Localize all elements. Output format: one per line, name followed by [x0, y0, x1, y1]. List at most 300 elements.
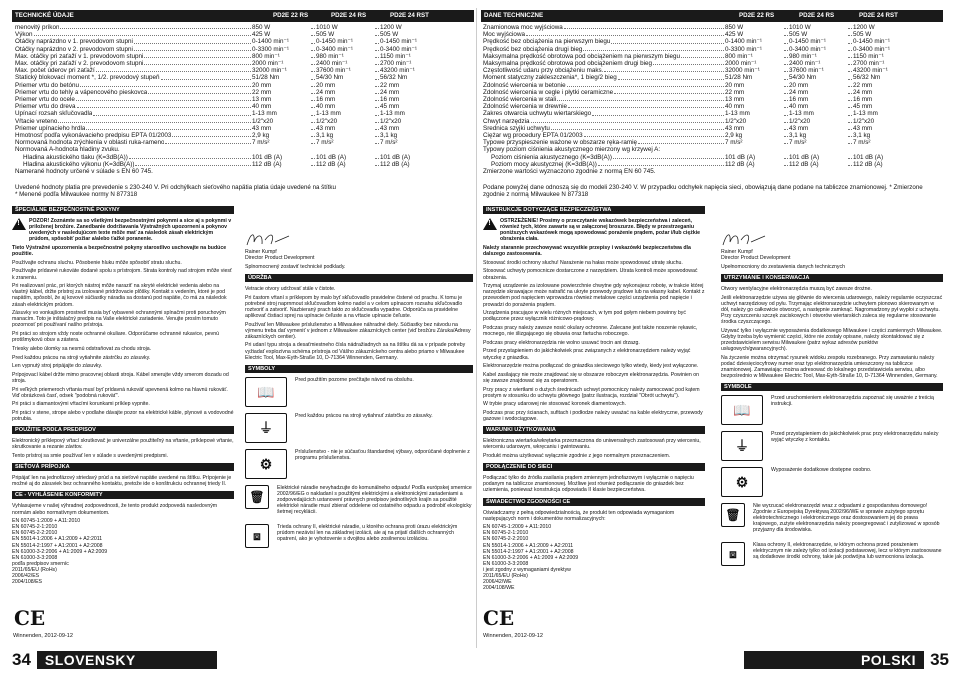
spec-value-2: 0-1450 min⁻¹ — [789, 38, 826, 46]
spec-value-2: 3,1 kg — [789, 132, 807, 140]
safety-p6: Triesky alebo úlomky sa nesmú odstraňovat za chodu stroja. — [12, 345, 152, 352]
spec-row — [15, 67, 430, 74]
warning-text: POZOR! Zoznámte sa so všetkými bezpečnostnými pokynmi a sice aj s pokynmi v priloženej brožúre. Zanedbanie dodržiavania Výstražných upozornení a pokynov uvedených v nasledujúcom texte môže mať za následok zásah elektrickým prúdom, spôsobiť požiar a/alebo ťažké poranenie. — [29, 218, 232, 243]
spec-value-2: 1010 W — [789, 24, 811, 31]
date: Winnenden, 2012-09-12 — [13, 633, 74, 639]
left-column-1 — [12, 202, 234, 585]
spec-label: Ciężar wg procedury EPTA 01/2003 — [483, 132, 583, 140]
spec-value-1: 800 min⁻¹ — [725, 52, 753, 60]
ce-mark: CE — [483, 606, 515, 630]
spec-row — [15, 161, 430, 168]
leader-dots — [681, 53, 724, 58]
accessory-icon: ⚙ — [245, 449, 287, 479]
spec-header-title: TECHNICKÉ ÚDAJE — [15, 12, 74, 19]
leader-dots — [134, 38, 251, 43]
leader-dots — [375, 161, 379, 166]
spec-header — [481, 10, 943, 22]
leader-dots — [144, 53, 251, 58]
spec-value-1: 13 mm — [252, 96, 272, 104]
spec-value-3: 24 mm — [853, 88, 873, 96]
symbol-accessory-text: Wyposażenie dodatkowe dostępne osobno. — [771, 466, 872, 473]
spec-label: Zdolność wiercenia w stali — [483, 96, 557, 104]
spec-value-3: 505 W — [380, 31, 399, 39]
spec-label: Upínací rozsah skľučovadla — [15, 110, 93, 118]
ce-standard-item: 2004/108/WE — [483, 585, 515, 592]
safety-p12: Pri práci v stene, strope alebo v podlahe dávajte pozor na elektrické káble, plynové a vodovodné potrubia. — [12, 410, 234, 423]
spec-label: Statický blokovací moment *, 1/2. prevodový stupeň — [15, 74, 160, 82]
leader-dots — [375, 31, 379, 36]
spec-value-3: 16 mm — [380, 96, 400, 104]
spec-label: Vŕtacie vreteno — [15, 117, 58, 125]
spec-value-2: 37600 min⁻¹ — [789, 67, 824, 75]
spec-value-3: 3,1 kg — [380, 132, 398, 140]
spec-value-1: 0-1400 min⁻¹ — [725, 38, 762, 46]
col1-header: PD2E 22 RS — [739, 12, 775, 19]
leader-dots — [557, 96, 724, 101]
leader-dots — [311, 74, 315, 79]
safety-p4: Zásuvky vo vonkajšom prostredí musia byť vybavené ochrannými spínačmi proti poruchovým manacím. Toto je inštalačný predpis na Vaše elektrické zariadenie. Venujte prosím tomuto pozornosť pri používaní našho prístroja. — [12, 310, 226, 329]
spec-value-2: 7 m/s² — [316, 139, 334, 147]
left-column-2 — [245, 228, 473, 554]
leader-dots — [618, 74, 724, 79]
spec-label: Max. počet úderov pri zaťaží — [15, 67, 95, 75]
spec-row — [15, 38, 430, 45]
leader-dots — [568, 103, 724, 108]
ce-standard-item: 2011/65/EU (RoHs) — [12, 566, 57, 573]
symbol-weee-text: Nie wyrzucać elektronarzędzi wraz z odpadami z gospodarstwa domowego! Zgodnie z Europejską Dyrektywą 2002/96/WE w sprawie zużytego sprzętu elektrotechnicznego i elektronicznego oraz dostosowaniem jej do prawa krajowego, zużyte elektronarzędzia należy posegregować i zutylizować w sposób przyjazny dla środowiska. — [753, 502, 940, 534]
leader-dots — [77, 103, 251, 108]
section-ce: ŚWIADECTWO ZGODNOŚCI CE — [483, 498, 705, 506]
leader-dots — [311, 139, 315, 144]
leader-dots — [311, 46, 315, 51]
spec-row — [483, 46, 903, 53]
spec-value-1: 32000 min⁻¹ — [252, 67, 287, 75]
spec-label: Otáčky naprázdno v 2. prevodovom stupni — [15, 45, 133, 53]
spec-label: Maksymalna prędkość obrotowa pod obciążeniem drugi bieg — [483, 60, 653, 68]
spec-row — [483, 139, 903, 146]
spec-label: Hmotnosť podľa vykonávacieho predpisu EPTA 01/2003 — [15, 132, 172, 140]
spec-value-3: 101 dB (A) — [853, 153, 884, 161]
leader-dots — [144, 60, 251, 65]
safety-p7: Przed przystąpieniem do jakichkolwiek prac związanych z elektronarzędziem należy wyjąć wtyczkę z gniazdka. — [483, 348, 691, 361]
leader-dots — [375, 118, 379, 123]
leader-dots — [584, 132, 724, 137]
ce-intro: Oświadczamy z pełną odpowiedzialnością, że produkt ten odpowiada wymaganiom następujących norm i dokumentów normalizacyjnych: — [483, 509, 675, 522]
spec-value-1: 850 W — [725, 24, 744, 31]
leader-dots — [76, 96, 251, 101]
page-number: 34 — [12, 650, 31, 669]
section-symbols: SYMBOLY — [245, 365, 473, 373]
symbol-weee-text: Elektrické náradie nevyhadzujte do komunálneho odpadu! Podľa európskej smernice 2002/96/EG o nakladaní s použitými elektrickými a elektronickými zariadeniami a zodpovedajúcich ustanovení právnych predpisov jednotlivých krajín sa použité elektrické náradie musí zbierať oddelene od ostatného odpadu a podrobiť ekologicky šetrnej recyklácii. — [277, 484, 472, 516]
spec-row — [483, 31, 903, 38]
safety-p7: Pred každou prácou na stroji vytiahnite zástrčku zo zásuvky. — [12, 354, 151, 361]
spec-label: Typowe przyspieszenie ważone w obszarze ręka-ramię — [483, 139, 637, 147]
ce-standard-item: EN 61000-3-2:2006 + A1:2009 + A2:2009 — [483, 554, 579, 561]
leader-dots — [848, 110, 852, 115]
leader-dots — [784, 82, 788, 87]
leader-dots — [34, 31, 251, 36]
leader-dots — [784, 67, 788, 72]
maint-p1: Vetracie otvory udržovať stále v čistote. — [245, 285, 336, 292]
leader-dots — [551, 125, 724, 130]
spec-value-1: 13 mm — [725, 96, 745, 104]
symbol-class2 — [245, 524, 473, 548]
use-p1: Elektronický príklepový vŕtací skrutkovač je univerzálne použiteľný na vŕtanie, príklepové vŕtanie, skrutkovanie a rezanie závitov. — [12, 438, 234, 451]
spec-value-3: 0-3400 min⁻¹ — [853, 45, 890, 53]
spec-row — [15, 24, 430, 31]
leader-dots — [93, 110, 251, 115]
spec-value-2: 0-3400 min⁻¹ — [316, 45, 353, 53]
maint-p2: Pri častom vŕtaní s príklepom by malo byť skľučovadlo pravidelne čistené od prachu. K tomu je potrebné stroj naprnmout skľučovadlom kolmo nadol a v celom upínacom rozsahu skľučovadlo roztvoriť a zatvoriť. Nazbieraný prach takto zo skľučovadla vypadne. Odporúča sa pravidelne aplikovať čistiaci sprej na upínacie čeľuste a na vŕtacie upínacie čeľuste. — [245, 294, 463, 319]
spec-label: menovitý príkon — [15, 24, 60, 31]
leader-dots — [784, 31, 788, 36]
safety-p2: Stosować uchwyty pomocnicze dostarczone z narzędziem. Utrata kontroli może spowodować obrażenia. — [483, 268, 698, 281]
leader-dots — [784, 132, 788, 137]
spec-value-1: 51/28 Nm — [725, 74, 753, 82]
safety-p10: Pri veľkých priemeroch vŕtania musí byť prídavná rukoväť upevnená kolmo na hlavnú rukoväť. Viď obrázková časť, odsek "podobná rukoväť". — [12, 386, 228, 399]
spec-value-1: 2,9 kg — [252, 132, 270, 140]
leader-dots — [135, 161, 251, 166]
leader-dots — [134, 46, 251, 51]
spec-value-2: 1/2"x20 — [316, 117, 338, 125]
safety-p1: Používajte ochranu sluchu. Pôsobenie hluku môže spôsobiť stratu sluchu. — [12, 259, 182, 266]
page-number: 35 — [930, 650, 949, 669]
maint-p2: Jeśli elektronarzędzie używa się głównie do wiercenia udarowego, należy regularnie oczyszczać uchwyt narzędziowy od pyłu. Trzymając elektronarzędzie uchwytem pionowo skierowanym w dół, należy go całkowicie otworzyć, a następnie zamknąć. Nagromadzony pył wypłoi z uchwytu. Przy czyszczeniu szczęk zaciskowych i otworów wiertarskich zaleca się regularne stosowanie środka czyszczącego. — [721, 294, 943, 325]
spec-value-1: 2000 min⁻¹ — [725, 60, 757, 68]
leader-dots — [311, 60, 315, 65]
section-mains: SIEŤOVÁ PRÍPOJKA — [12, 463, 234, 471]
date: Winnenden, 2012-09-12 — [483, 633, 544, 639]
ce-standard-item: EN 60745-2-1:2010 — [483, 530, 529, 537]
spec-value-1: 112 dB (A) — [725, 160, 755, 168]
ce-standards-list — [12, 518, 234, 585]
spec-label: Namerané hodnoty určené v súlade s EN 60 745. — [15, 168, 153, 176]
spec-row — [15, 46, 430, 53]
ce-standard-item: EN 61000-3-3:2008 — [12, 554, 58, 561]
leader-dots — [653, 60, 724, 65]
leader-dots — [848, 96, 852, 101]
ce-standards-list — [483, 524, 705, 591]
maint-p4: Na życzenie można otrzymać rysunek widoku zespołu rozebranego. Przy zamawianiu należy podać dziesięciocyfrowy numer oraz typ elektronarzędzia umieszczony na tabliczce znamionowej. Zamawiając można adresować do lokalnego przedstawiciela serwisu, albo bezpośrednio w Milwaukee Electric Tool, Max-Eyth-Straße 10, D-71364 Winnenden, Germany. — [721, 354, 938, 379]
spec-value-2: 1-13 mm — [316, 110, 341, 118]
spec-value-2: 2400 min⁻¹ — [789, 60, 821, 68]
leader-dots — [784, 110, 788, 115]
spec-label: Poziom mocy akustycznej (K=3dB(A)) — [491, 160, 597, 168]
voltage-note: Podane powyżej dane odnoszą się do modeli 230-240 V. W przypadku odchyłek napięcia sieci, obowiązują dane podane na tabliczce znamionowej. * Zmierzone zgodnie z normą Milwaukee N 877318 — [483, 184, 923, 199]
warning-box — [12, 218, 234, 245]
spec-value-3: 1150 min⁻¹ — [853, 52, 884, 60]
spec-value-3: 43 mm — [853, 124, 873, 132]
warning-triangle-icon — [483, 218, 497, 230]
leader-dots — [784, 60, 788, 65]
language-bar: SLOVENSKY — [37, 651, 217, 669]
spec-label: Otáčky naprázdno v 1. prevodovom stupni — [15, 38, 133, 46]
symbol-unplug — [721, 431, 943, 461]
ce-standard-item: EN 60745-1:2009 + A11:2010 — [483, 524, 552, 531]
ce-standard-item: i jest zgodny z wymaganiami dyrektyw — [483, 566, 571, 573]
safety-p11: W trybie pracy udarowej nie stosować koronek diamentowych. — [483, 401, 627, 408]
spec-value-3: 7 m/s² — [853, 139, 871, 147]
standard-note: * Menené podľa Milwaukee normy N 877318 — [15, 191, 138, 199]
spec-label: Prędkość bez obciążenia drugi bieg — [483, 45, 583, 53]
symbol-weee — [721, 503, 943, 536]
spec-value-2: 16 mm — [789, 96, 809, 104]
leader-dots — [375, 125, 379, 130]
leader-dots — [165, 139, 251, 144]
spec-value-2: 112 dB (A) — [316, 160, 346, 168]
section-safety: INSTRUKCJE DOTYCZĄCE BEZPIECZEŃSTWA — [483, 206, 705, 214]
symbol-class2-text: Klasa ochrony II, elektronarzędzie, w którym ochrona przed porażeniem elektrycznym nie zależy tylko od izolacji podstawowej, lecz w którym zastosowane są dodatkowe środki ochrony, takie jak podwójna lub wzmocniona izolacja. — [753, 542, 942, 561]
spec-row — [483, 132, 903, 139]
leader-dots — [311, 103, 315, 108]
spec-table — [15, 24, 430, 175]
safety-p9: Prípojovací kábel držte mimo pracovnej oblasti stroja. Kábel smerujte vždy smerom dozadu od stroja. — [12, 371, 229, 384]
leader-dots — [598, 161, 724, 166]
leader-dots — [848, 89, 852, 94]
warning-keep: Należy starannie przechowywać wszystkie przepisy i wskazówki bezpieczeństwa dla dalszego zastosowania. — [483, 244, 691, 258]
ce-standard-item: EN 61000-3-2:2006 + A1:2009 + A2:2009 — [12, 548, 108, 555]
ce-standard-item: EN 55014-1:2006 + A1:2009 + A2:2011 — [483, 542, 574, 549]
spec-value-2: 980 min⁻¹ — [316, 52, 344, 60]
spec-value-3: 0-3400 min⁻¹ — [380, 45, 417, 53]
spec-label: Max. otáčky pri zaťaží v 2. prevodovom stupni — [15, 60, 144, 68]
use-p2: Produkt można użytkować wyłącznie zgodnie z jego normalnym przeznaczeniem. — [483, 453, 671, 460]
leader-dots — [613, 154, 724, 159]
spec-label: Hladina akustického tlaku (K=3dB(A)) — [23, 153, 128, 161]
symbol-class2-text: Trieda ochrany II, elektrické náradie, u ktorého ochrana proti úrazu elektrickým prúdom nezávisí len na základnej izolácii, ale aj na prijatí ďalších ochranných opatrení, ako je vyhotovenie s dvojitou alebo zosilnenou izoláciou. — [277, 523, 458, 542]
spec-value-2: 1010 W — [316, 24, 338, 31]
leader-dots — [848, 161, 852, 166]
maint-p3: Używać tylko i wyłącznie wyposażenia dodatkowego Milwaukee i części zamiennych Milwaukee. Gdyby trzeba było wymienić części, które nie zostały opisane, należy skontaktować się z przedstawicielem serwisu Milwaukee (patrz wykaz adresów punktów usługowych/gwarancyjnych). — [721, 327, 943, 352]
leader-dots — [375, 139, 379, 144]
spec-label: Zdolność wiercenia w betonie — [483, 81, 566, 89]
leader-dots — [375, 82, 379, 87]
spec-label: Priemer vrtu do ocele — [15, 96, 75, 104]
spec-row — [483, 38, 903, 45]
spec-value-1: 0-3300 min⁻¹ — [725, 45, 762, 53]
symbol-unplug-text: Przed przystąpieniem do jakichkolwiek prac przy elektronarzędziu należy wyjąć wtyczkę z kontaktu. — [771, 430, 939, 444]
maint-p4: Pri udaní typu stroja a desaťmiestneho čísla nádražiadnych sa na štítku dá sa v prípade potreby vyžiadať explozívna schéma prístroja od Vášho zákazníckeho centra alebo priamo v Milwaukee Electric Tool, Max-Eyth-Straße 10, D-71364 Winnenden, Germany. — [245, 342, 466, 361]
spec-value-3: 1150 min⁻¹ — [380, 52, 411, 60]
spec-label: Zdolność wiercenia w cegle i płytki ceramiczne — [483, 88, 614, 96]
leader-dots — [375, 46, 379, 51]
signer-title: Director Product Development — [721, 255, 791, 262]
class-ii-icon: ⧈ — [721, 542, 745, 566]
spec-label: Maksymalna prędkość obrotowa pod obciążeniem na pierwszym biegu — [483, 52, 681, 60]
right-column-2 — [721, 228, 943, 572]
spec-value-2: 20 mm — [316, 81, 336, 89]
spec-row — [483, 82, 903, 89]
spec-value-3: 112 dB (A) — [853, 160, 883, 168]
leader-dots — [375, 154, 379, 159]
spec-row — [15, 60, 430, 67]
spec-value-2: 505 W — [789, 31, 808, 39]
leader-dots — [848, 74, 852, 79]
spec-row — [15, 82, 430, 89]
ce-standard-item: EN 60745-2-2:2010 — [12, 530, 58, 537]
leader-dots — [375, 53, 379, 58]
symbol-manual — [245, 377, 473, 407]
safety-p11: Pri práci s diamantovými vŕtacími korunkami príklep vypnite. — [12, 401, 150, 408]
spec-value-1: 101 dB (A) — [725, 153, 756, 161]
section-safety: ŠPECIÁLNE BEZPEČNOSTNÉ POKYNY — [12, 206, 234, 214]
spec-label: Výkon — [15, 31, 33, 39]
ce-standard-item: EN 55014-1:2006 + A1:2009 + A2:2011 — [12, 536, 103, 543]
spec-label: Średnica szyjki uchwytu — [483, 124, 550, 132]
spec-row — [483, 74, 903, 81]
spec-value-2: 43 mm — [789, 124, 809, 132]
symbol-manual — [721, 395, 943, 425]
spec-value-1: 2000 min⁻¹ — [252, 60, 284, 68]
spec-label: Typowy poziom ciśnienia akustycznego mierzony wg krzywej A: — [483, 146, 661, 154]
spec-value-1: 425 W — [725, 31, 744, 39]
leader-dots — [784, 74, 788, 79]
leader-dots — [172, 132, 251, 137]
spec-value-3: 1-13 mm — [853, 110, 878, 118]
spec-label: Normovaná hodnota zrýchlenia v oblasti ruka-rameno — [15, 139, 165, 147]
leader-dots — [784, 53, 788, 58]
col3-header: PD2E 24 RST — [859, 12, 898, 19]
footer — [12, 650, 477, 670]
spec-value-1: 1-13 mm — [252, 110, 277, 118]
ce-standard-item: EN 55014-2:1997 + A1:2001 + A2:2008 — [483, 548, 574, 555]
spec-label: Moment statyczny zakleszczenia*, 1 bieg/2 bieg — [483, 74, 617, 82]
leader-dots — [848, 46, 852, 51]
leader-dots — [848, 132, 852, 137]
spec-value-2: 2400 min⁻¹ — [316, 60, 348, 68]
spec-value-1: 1-13 mm — [725, 110, 750, 118]
leader-dots — [592, 110, 724, 115]
safety-p9: Kabel zasilający nie może znajdować się w obszarze roboczym elektronarzędzia. Powinien on się zawsze znajdować się za operatorem. — [483, 371, 699, 384]
spec-value-3: 43200 min⁻¹ — [380, 67, 415, 75]
spec-label: Poziom ciśnienia akustycznego (K=3dB(A)) — [491, 153, 612, 161]
spec-value-1: 40 mm — [725, 103, 745, 111]
signer-role: Upełnomocniony do zestawienia danych technicznych — [721, 263, 845, 270]
spec-value-1: 1/2"x20 — [725, 117, 747, 125]
spec-value-2: 112 dB (A) — [789, 160, 819, 168]
spec-value-3: 56/32 Nm — [380, 74, 408, 82]
warning-triangle-icon — [12, 218, 26, 230]
spec-row — [15, 89, 430, 96]
leader-dots — [375, 24, 379, 29]
leader-dots — [311, 96, 315, 101]
section-use: WARUNKI UŻYTKOWANIA — [483, 426, 705, 434]
spec-row — [15, 96, 430, 103]
spec-label: Priemer vrtu do dreva — [15, 103, 76, 111]
spec-row — [15, 74, 430, 81]
leader-dots — [375, 103, 379, 108]
spec-row — [15, 118, 430, 125]
spec-label: Moc wyjściowa — [483, 31, 525, 39]
ce-standard-item: EN 60745-2-1:2010 — [12, 524, 58, 531]
spec-label: Prędkość bez obciążenia na pierwszym biegu — [483, 38, 611, 46]
col2-header: PD2E 24 RS — [331, 12, 367, 19]
leader-dots — [784, 118, 788, 123]
spec-value-3: 2700 min⁻¹ — [380, 60, 412, 68]
ce-standard-item: EN 60745-2-2:2010 — [483, 536, 529, 543]
spec-label: Zdolność wiercenia w drewnie — [483, 103, 567, 111]
col3-header: PD2E 24 RST — [390, 12, 429, 19]
leader-dots — [784, 96, 788, 101]
leader-dots — [375, 74, 379, 79]
safety-p8: Elektronarzędzie można podłączać do gniazdka sieciowego tylko wtedy, kiedy jest wyłączone. — [483, 363, 699, 370]
language-bar: POLSKI — [744, 651, 924, 669]
section-ce: CE - VYHLÁSENIE KONFORMITY — [12, 491, 234, 499]
leader-dots — [848, 24, 852, 29]
spec-value-2: 24 mm — [316, 88, 336, 96]
spec-row — [15, 139, 430, 146]
leader-dots — [375, 67, 379, 72]
spec-value-1: 0-3300 min⁻¹ — [252, 45, 289, 53]
spec-value-2: 101 dB (A) — [789, 153, 820, 161]
spec-value-3: 2700 min⁻¹ — [853, 60, 885, 68]
leader-dots — [848, 118, 852, 123]
ce-standard-item: EN 61000-3-3:2008 — [483, 560, 529, 567]
spec-value-3: 1200 W — [853, 24, 875, 31]
ce-standard-item: 2006/42/ES — [12, 573, 40, 580]
leader-dots — [311, 89, 315, 94]
spec-value-1: 22 mm — [252, 88, 272, 96]
leader-dots — [848, 103, 852, 108]
spec-row — [483, 118, 903, 125]
spec-value-2: 0-1450 min⁻¹ — [316, 38, 353, 46]
right-column-1 — [483, 202, 705, 591]
crossed-bin-icon: 🗑 — [721, 503, 745, 527]
section-mains: PODŁĄCZENIE DO SIECI — [483, 463, 705, 471]
spec-value-3: 43 mm — [380, 124, 400, 132]
spec-label: Priemer vrtu do betónu — [15, 81, 80, 89]
section-maintenance: UTRZYMANIE I KONSERWACJA — [721, 274, 943, 282]
spec-value-3: 3,1 kg — [853, 132, 871, 140]
safety-p5: Pri práci so strojom vždy noste ochranné okuliare. Odporúčame ochranné rukavice, pevnú protišmykovú obuv a zástera. — [12, 331, 220, 344]
spec-value-2: 980 min⁻¹ — [789, 52, 817, 60]
leader-dots — [784, 46, 788, 51]
leader-dots — [848, 38, 852, 43]
mains-p1: Podłączać tylko do źródła zasilania prądem zmiennym jednofazowym i wyłącznie o napięciu podanym na tabliczce znamionowej. Możliwe jest również podłączanie do gniazdek bez uziemienia, ponieważ konstrukcja odpowiada II klasie bezpieczeństwa. — [483, 475, 694, 494]
spec-label: Priemer vrtu do tehly a vápencového pieskovca — [15, 88, 148, 96]
leader-dots — [526, 31, 724, 36]
read-manual-icon: 📖 — [721, 395, 763, 425]
spec-row — [483, 110, 903, 117]
leader-dots — [311, 110, 315, 115]
spec-value-3: 101 dB (A) — [380, 153, 411, 161]
spec-row — [15, 53, 430, 60]
symbol-accessory-text: Príslušenstvo - nie je súčasťou štandardnej výbavy, odporúčané doplnenie z programu príslušenstva. — [295, 448, 470, 461]
symbol-unplug-text: Pred každou prácou na stroji vytiahnuť zástrčku zo zásuvky. — [295, 412, 433, 419]
spec-value-1: 7 m/s² — [725, 139, 743, 147]
leader-dots — [638, 139, 724, 144]
leader-dots — [311, 38, 315, 43]
leader-dots — [848, 60, 852, 65]
col1-header: PD2E 22 RS — [273, 12, 309, 19]
maint-p1: Otwory wentylacyjne elektronarzędzia muszą być zawsze drożne. — [721, 285, 872, 292]
leader-dots — [567, 82, 724, 87]
spec-value-1: 43 mm — [252, 124, 272, 132]
leader-dots — [564, 24, 724, 29]
leader-dots — [784, 154, 788, 159]
ce-standard-item: 2006/42/WE — [483, 579, 512, 586]
spec-row — [15, 132, 430, 139]
safety-p3: Trzymaj urządzenie za izolowane powierzchnie chwytne gdy wykonujesz robotę, w trakcie której narzędzie skrawające może natrafić na ukryte przewody prądowe lub na własny kabel. Kontakt z przewodem pod napięciem wprowadza również metalowe części urządzenia pod napięcie i prowadzi do porażenia prądem. — [483, 283, 705, 308]
spec-value-1: 22 mm — [725, 88, 745, 96]
spec-row — [483, 168, 903, 175]
leader-dots — [784, 38, 788, 43]
spec-row — [483, 125, 903, 132]
leader-dots — [311, 82, 315, 87]
section-symbols: SYMBOLE — [721, 383, 943, 391]
spec-value-3: 505 W — [853, 31, 872, 39]
spec-value-1: 40 mm — [252, 103, 272, 111]
